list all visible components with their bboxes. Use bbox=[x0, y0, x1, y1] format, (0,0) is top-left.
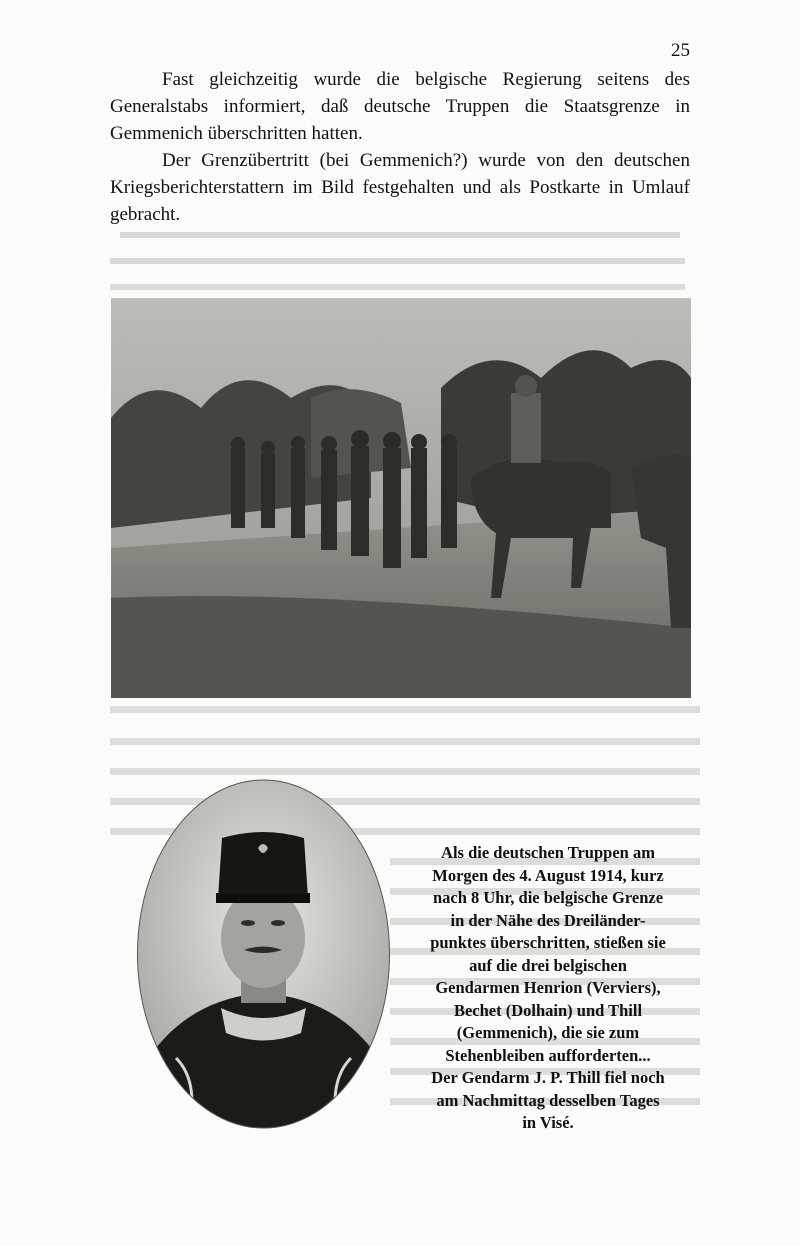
caption-line: Gendarmen Henrion (Verviers), bbox=[435, 978, 661, 997]
troops-photograph-image bbox=[111, 298, 691, 698]
caption-line: Morgen des 4. August 1914, kurz bbox=[432, 865, 664, 885]
gendarme-portrait bbox=[136, 778, 391, 1130]
caption-line: Als die deutschen Truppen am bbox=[441, 843, 655, 862]
caption-line: in der Nähe des Dreiländer- bbox=[450, 910, 646, 930]
caption-line: punktes überschritten, stießen sie bbox=[430, 933, 666, 952]
intro-paragraph-1: Fast gleichzeitig wurde die belgische Regierung seitens des Generalstabs informiert, daß deutsche Truppen die Staatsgrenze in Gemmenich überschritten hatten. bbox=[110, 69, 690, 144]
gendarme-portrait-image bbox=[136, 778, 391, 1130]
intro-text bbox=[110, 66, 690, 228]
intro-paragraph-2: Der Grenzübertritt (bei Gemmenich?) wurde von den deutschen Kriegsberichterstattern im Bild festgehalten und als Postkarte in Umlauf gebracht. bbox=[110, 150, 690, 225]
caption-line: auf die drei belgischen bbox=[469, 955, 627, 975]
caption-line: nach 8 Uhr, die belgische Grenze bbox=[432, 888, 664, 907]
caption-line: in Visé. bbox=[522, 1113, 574, 1132]
portrait-caption bbox=[392, 842, 704, 1135]
caption-line: Bechet (Dolhain) und Thill bbox=[453, 1000, 643, 1020]
caption-line: am Nachmittag desselben Tages bbox=[436, 1090, 660, 1110]
caption-line: Der Gendarm J. P. Thill fiel noch bbox=[431, 1068, 665, 1087]
caption-line: (Gemmenich), die sie zum bbox=[456, 1023, 640, 1042]
caption-line: Stehenbleiben aufforderten... bbox=[445, 1045, 651, 1065]
troops-photograph bbox=[111, 298, 691, 698]
page-number: 25 bbox=[671, 40, 690, 61]
